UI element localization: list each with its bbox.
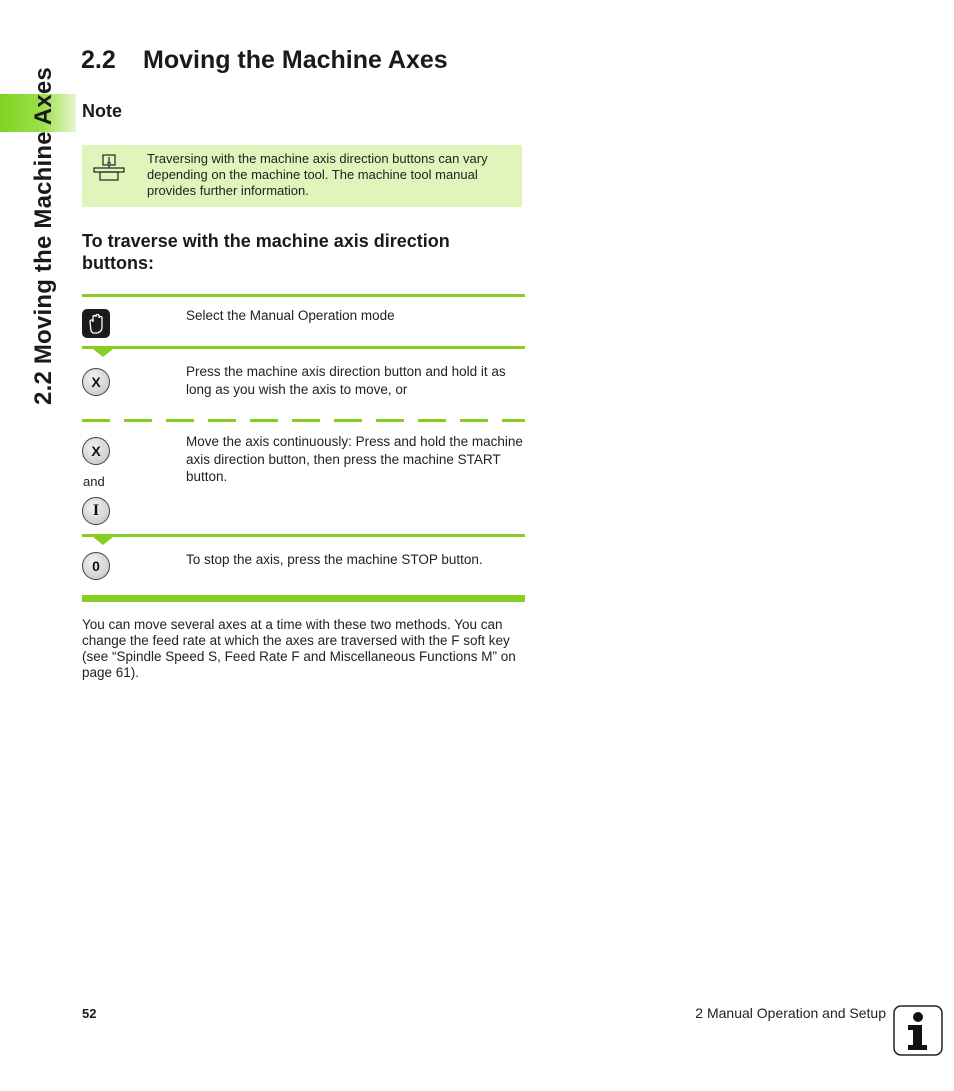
section-title: Moving the Machine Axes xyxy=(143,46,448,74)
note-box xyxy=(82,145,522,207)
step-4-text: To stop the axis, press the machine STOP button. xyxy=(186,552,483,567)
body-paragraph: You can move several axes at a time with these two methods. You can change the feed rate at which the axes are traversed with the F soft key (see “Spindle Speed S, Feed Rate F and Miscellaneous Functions M” on page 61). xyxy=(82,617,516,680)
step-divider xyxy=(82,534,525,537)
manual-operation-key xyxy=(82,309,110,338)
stop-key: 0 xyxy=(82,552,110,580)
procedure-end-bar xyxy=(82,595,525,602)
step-divider xyxy=(82,346,525,349)
machine-tool-icon xyxy=(92,154,126,182)
hand-icon xyxy=(82,309,110,338)
step-1-text: Select the Manual Operation mode xyxy=(186,308,395,323)
note-heading: Note xyxy=(82,101,122,121)
step-3-text: Move the axis continuously: Press and hold the machine axis direction button, then press the machine START button. xyxy=(186,434,523,484)
key-connector-label: and xyxy=(83,474,105,489)
start-key: I xyxy=(82,497,110,525)
step-2-text: Press the machine axis direction button and hold it as long as you wish the axis to move, or xyxy=(186,364,506,397)
page-number: 52 xyxy=(82,1006,97,1021)
alternative-divider xyxy=(82,419,525,422)
footer-chapter-title: 2 Manual Operation and Setup xyxy=(695,1005,886,1021)
x-axis-key: X xyxy=(82,368,110,396)
step-arrow xyxy=(93,537,113,545)
step-divider xyxy=(82,294,525,297)
side-tab-label: 2.2 Moving the Machine Axes xyxy=(30,67,57,405)
note-text: Traversing with the machine axis direction buttons can vary depending on the machine tool. The machine tool manual provides further information. xyxy=(147,151,488,198)
section-number: 2.2 xyxy=(81,46,116,74)
page-title xyxy=(81,46,448,75)
info-icon xyxy=(893,1005,943,1056)
x-axis-key: X xyxy=(82,437,110,465)
procedure-heading: To traverse with the machine axis direction buttons: xyxy=(82,231,450,273)
step-arrow xyxy=(93,349,113,357)
